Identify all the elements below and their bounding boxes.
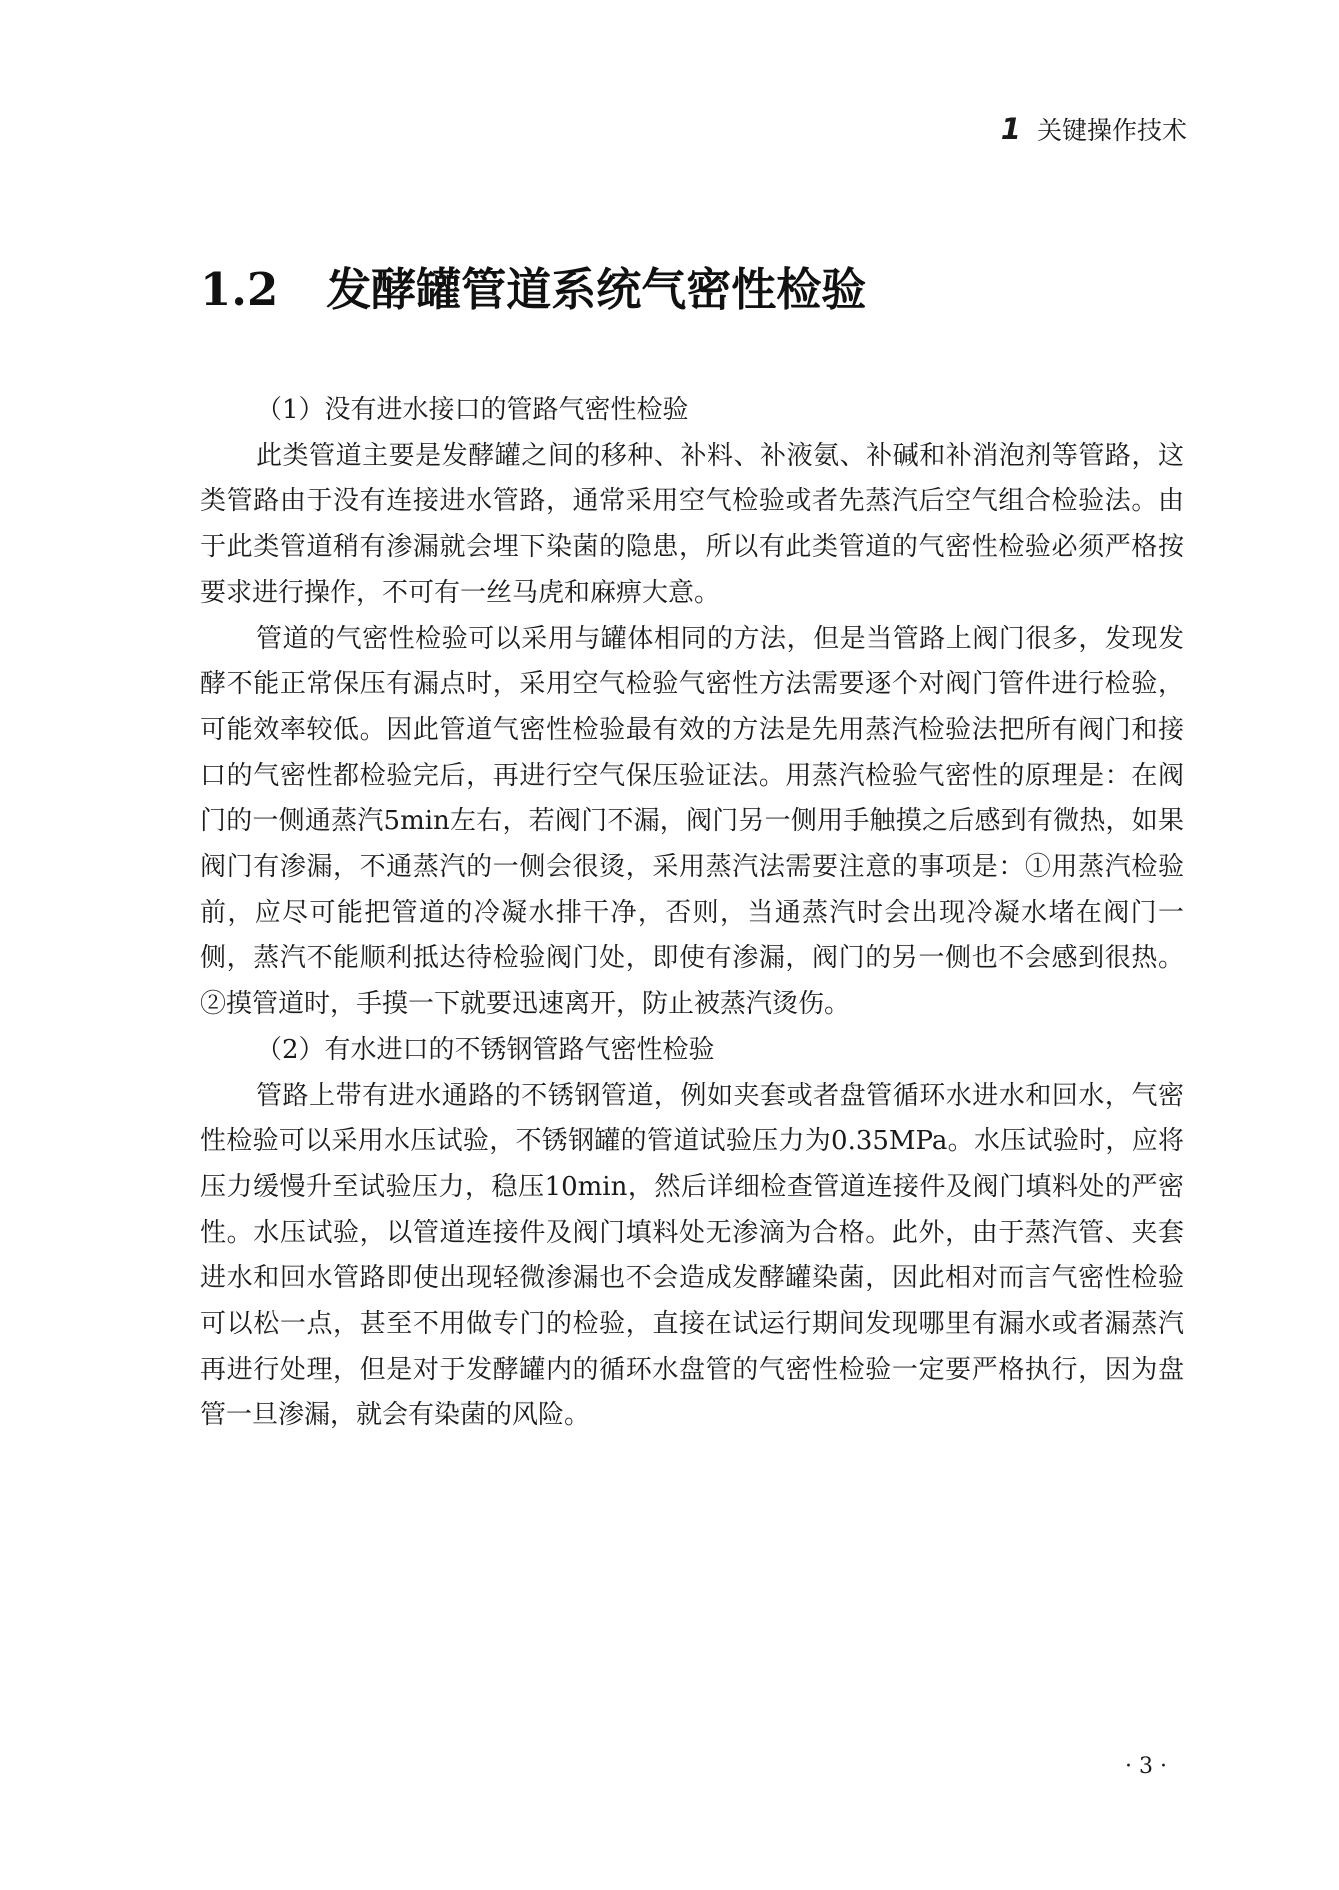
section-title <box>200 258 866 322</box>
section-title-text: 发酵罐管道系统气密性检验 <box>326 263 867 316</box>
paragraph-2: 管道的气密性检验可以采用与罐体相同的方法，但是当管路上阀门很多，发现发酵不能正常保压有漏点时，采用空气检验气密性方法需要逐个对阀门管件进行检验，可能效率较低。因此管道气密性检验最有效的方法是先用蒸汽检验法把所有阀门和接口的气密性都检验完后，再进行空气保压验证法。用蒸汽检验气密性的原理是：在阀门的一侧通蒸汽5min左右，若阀门不漏，阀门另一侧用手触摸之后感到有微热，如果阀门有渗漏，不通蒸汽的一侧会很烫，采用蒸汽法需要注意的事项是：①用蒸汽检验前，应尽可能把管道的冷凝水排干净，否则，当通蒸汽时会出现冷凝水堵在阀门一侧，蒸汽不能顺利抵达待检验阀门处，即使有渗漏，阀门的另一侧也不会感到很热。②摸管道时，手摸一下就要迅速离开，防止被蒸汽烫伤。 <box>200 623 1184 1020</box>
subheading-1: （1）没有进水接口的管路气密性检验 <box>256 395 689 425</box>
chapter-title: 关键操作技术 <box>1036 116 1187 145</box>
chapter-number: 1 <box>1000 112 1021 146</box>
body-text <box>200 388 1184 1439</box>
section-number: 1.2 <box>200 263 279 316</box>
page-number: · 3 · <box>1125 1754 1167 1779</box>
running-header <box>1001 112 1187 148</box>
paragraph-1: 此类管道主要是发酵罐之间的移种、补料、补液氨、补碱和补消泡剂等管路，这类管路由于没有连接进水管路，通常采用空气检验或者先蒸汽后空气组合检验法。由于此类管道稍有渗漏就会埋下染菌的隐患，所以有此类管道的气密性检验必须严格按要求进行操作，不可有一丝马虎和麻痹大意。 <box>200 440 1184 608</box>
paragraph-3: 管路上带有进水通路的不锈钢管道，例如夹套或者盘管循环水进水和回水，气密性检验可以采用水压试验，不锈钢罐的管道试验压力为0.35MPa。水压试验时，应将压力缓慢升至试验压力，稳压10min，然后详细检查管道连接件及阀门填料处的严密性。水压试验，以管道连接件及阀门填料处无渗滴为合格。此外，由于蒸汽管、夹套进水和回水管路即使出现轻微渗漏也不会造成发酵罐染菌，因此相对而言气密性检验可以松一点，甚至不用做专门的检验，直接在试运行期间发现哪里有漏水或者漏蒸汽再进行处理，但是对于发酵罐内的循环水盘管的气密性检验一定要严格执行，因为盘管一旦渗漏，就会有染菌的风险。 <box>200 1080 1184 1431</box>
subheading-2: （2）有水进口的不锈钢管路气密性检验 <box>256 1034 715 1065</box>
